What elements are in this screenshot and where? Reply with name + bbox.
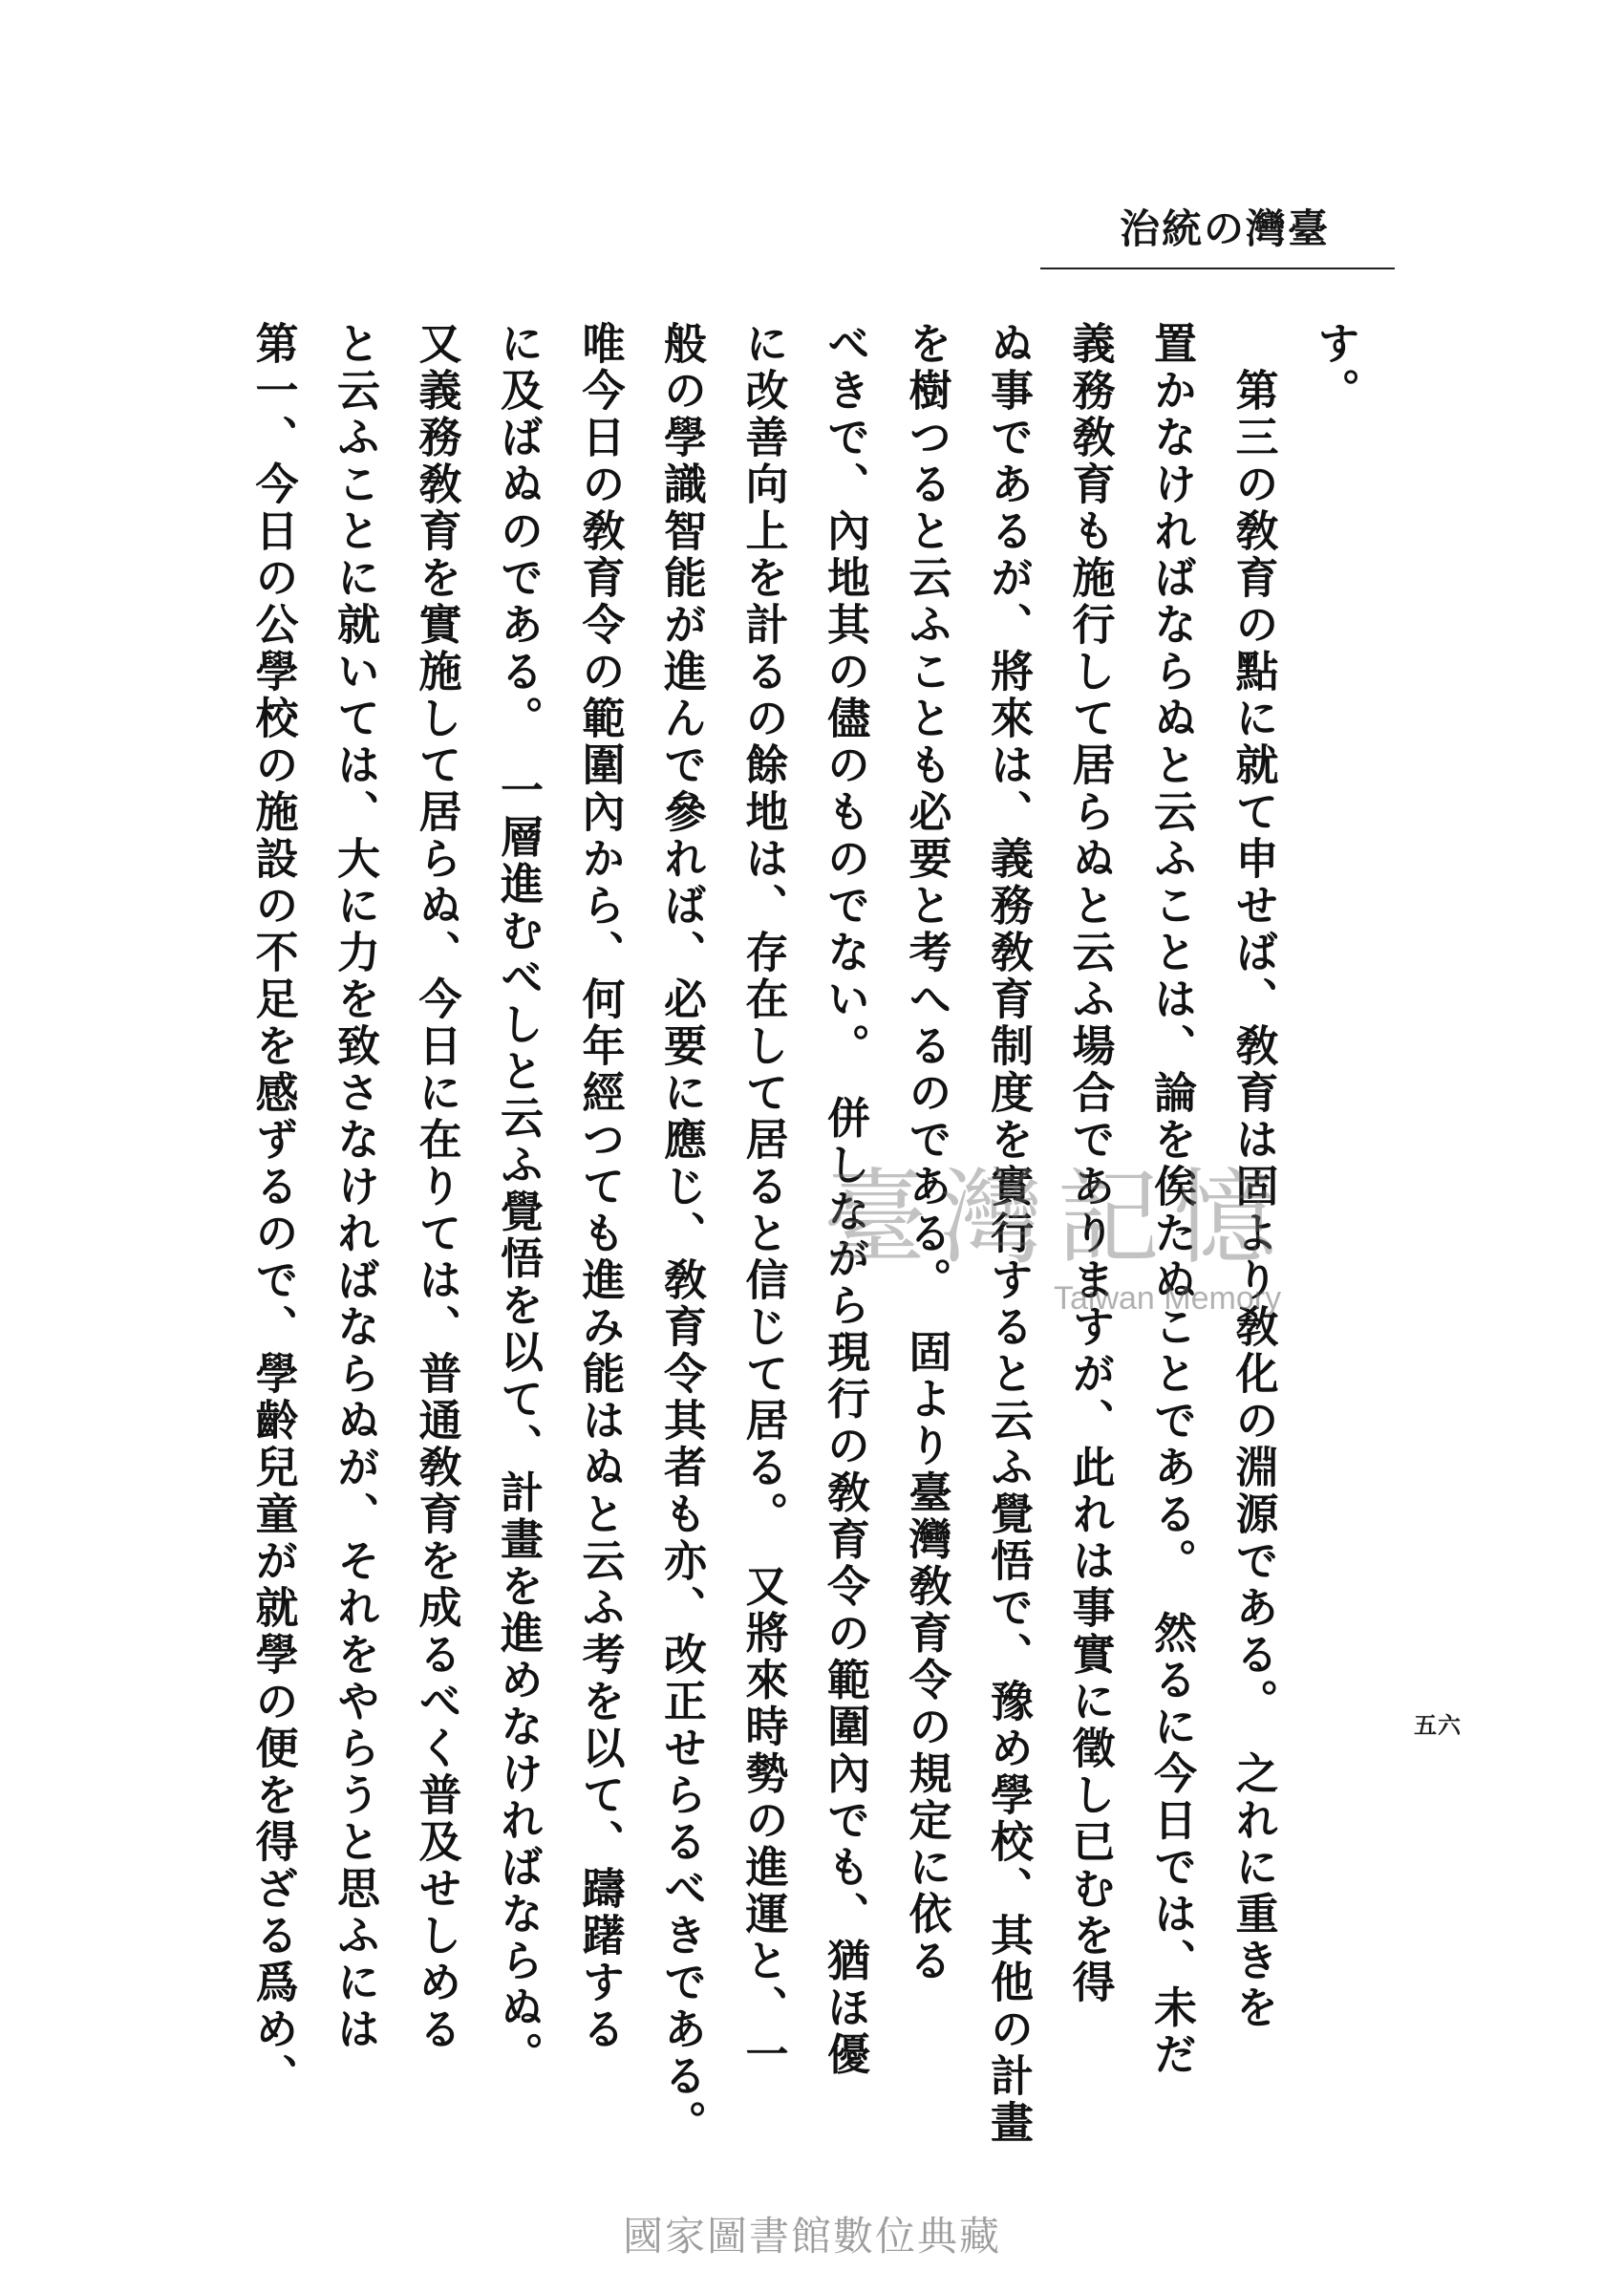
running-header-title: 臺灣の統治	[1120, 205, 1331, 252]
watermark-subtitle: Taiwan Memory	[1054, 1280, 1282, 1317]
text-column: 置かなければならぬと云ふことは、論を俟たぬことである。 然るに今日では、未だ	[1146, 321, 1197, 2079]
text-column: と云ふことに就いては、大に力を致さなければならぬが、それをやらうと思ふには	[330, 321, 380, 2053]
text-column: す。	[1310, 321, 1360, 415]
body-text	[232, 321, 1376, 2165]
footer-collection-label: 國家圖書館數位典藏	[622, 2213, 1001, 2260]
text-column: 第三の敎育の點に就て申せば、敎育は固より敎化の淵源である。 之れに重きを	[1228, 321, 1279, 2032]
text-column: 唯今日の敎育令の範圍內から、何年經つても進み能はぬと云ふ考を以て、躊躇する	[574, 321, 626, 2053]
text-column: 第一、今日の公學校の施設の不足を感ずるので、學齡兒童が就學の便を得ざる爲め、	[247, 321, 299, 2100]
page-number: 五六	[1414, 1711, 1462, 1739]
watermark-title: 臺灣記憶	[823, 1159, 1291, 1278]
text-column: ぬ事であるが、將來は、義務敎育制度を實行すると云ふ覺悟で、豫め學校、其他の計畫	[983, 321, 1034, 2147]
text-column: 又義務敎育を實施して居らぬ、今日に在りては、普通敎育を成るべく普及せしめる	[411, 321, 462, 2053]
text-column: に改善向上を計るの餘地は、存在して居ると信じて居る。 又將來時勢の進運と、一	[737, 321, 789, 2079]
text-column: 般の學識智能が進んで參れば、必要に應じ、敎育令其者も亦、改正せらるべきである。	[656, 321, 707, 2147]
text-column: に及ばぬのである。 一層進むべしと云ふ覺悟を以て、計畫を進めなければならぬ。	[493, 321, 544, 2079]
text-column: を樹つると云ふことも必要と考へるのである。 固より臺灣敎育令の規定に依る	[901, 321, 952, 1985]
text-column: べきで、內地其の儘のものでない。 併しながら現行の敎育令の範圍內でも、猶ほ優	[820, 321, 870, 2079]
text-column: 義務敎育も施行して居らぬと云ふ場合でありますが、此れは事實に徵し已むを得	[1064, 321, 1116, 2006]
header-rule	[1040, 268, 1395, 269]
